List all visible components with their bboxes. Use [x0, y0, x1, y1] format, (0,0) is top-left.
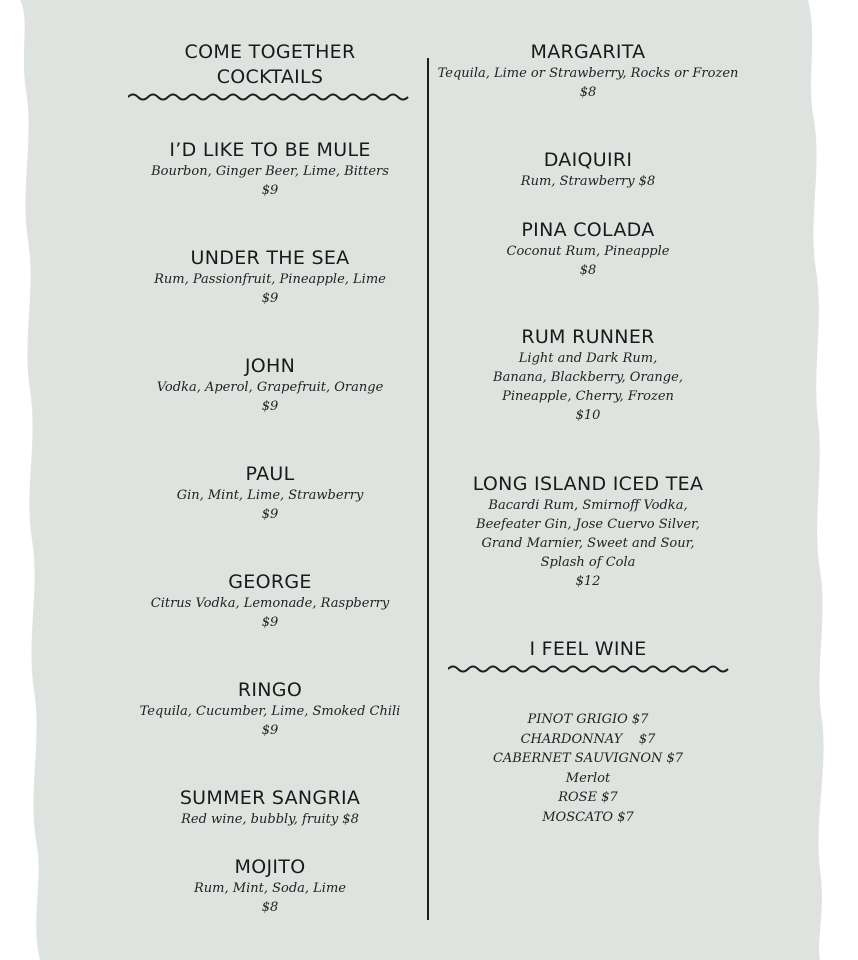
wine-heading: I FEEL WINE — [529, 638, 647, 660]
item-name: UNDER THE SEA — [190, 247, 350, 269]
menu-item — [110, 855, 430, 917]
item-description: Red wine, bubbly, fruity $8 — [181, 812, 359, 827]
wine-item: Merlot — [565, 770, 611, 786]
item-description: Pineapple, Cherry, Frozen — [502, 389, 674, 404]
menu-item — [110, 786, 430, 829]
item-price: $9 — [261, 507, 279, 522]
item-name: PAUL — [245, 463, 295, 485]
item-name: RINGO — [237, 679, 303, 701]
item-price: $10 — [575, 408, 601, 423]
item-price: $8 — [579, 263, 597, 278]
item-price: $9 — [261, 615, 279, 630]
menu-item — [430, 40, 746, 102]
menu-item — [110, 138, 430, 200]
item-description: Banana, Blackberry, Orange, — [493, 370, 683, 385]
item-description: Light and Dark Rum, — [518, 351, 658, 366]
item-description: Vodka, Aperol, Grapefruit, Orange — [156, 380, 384, 395]
wine-list — [430, 710, 746, 827]
item-name: SUMMER SANGRIA — [179, 787, 361, 809]
menu-item — [110, 354, 430, 416]
item-price: $8 — [579, 85, 597, 100]
heading-line-1: COME TOGETHER — [184, 41, 356, 63]
item-description: Tequila, Lime or Strawberry, Rocks or Frozen — [437, 66, 739, 81]
menu-item — [110, 246, 430, 308]
item-name: RUM RUNNER — [521, 326, 655, 348]
item-price: $8 — [261, 900, 279, 915]
item-description: Rum, Strawberry $8 — [520, 174, 656, 189]
item-name: LONG ISLAND ICED TEA — [472, 473, 704, 495]
item-description: Bourbon, Ginger Beer, Lime, Bitters — [151, 164, 389, 179]
item-description: Coconut Rum, Pineapple — [506, 244, 670, 259]
heading-wave-divider — [128, 90, 410, 104]
item-name: JOHN — [244, 355, 296, 377]
item-name: PINA COLADA — [521, 219, 655, 241]
wine-item: CABERNET SAUVIGNON $7 — [492, 751, 684, 766]
item-description: Splash of Cola — [540, 555, 636, 570]
item-description: Rum, Passionfruit, Pineapple, Lime — [154, 272, 386, 287]
menu-item — [430, 148, 746, 191]
cocktails-heading — [110, 40, 430, 90]
item-price: $9 — [261, 399, 279, 414]
wine-item: CHARDONNAY $7 — [520, 731, 656, 747]
item-description: Citrus Vodka, Lemonade, Raspberry — [150, 596, 390, 611]
item-name: GEORGE — [228, 571, 312, 593]
menu-item — [430, 325, 746, 425]
item-description: Tequila, Cucumber, Lime, Smoked Chili — [139, 704, 401, 719]
menu-item — [110, 462, 430, 524]
wave-line — [448, 667, 728, 672]
menu-item — [110, 570, 430, 632]
item-price: $12 — [575, 574, 601, 589]
wine-item: PINOT GRIGIO $7 — [527, 712, 649, 727]
item-name: I’D LIKE TO BE MULE — [169, 139, 371, 161]
item-description: Gin, Mint, Lime, Strawberry — [176, 488, 364, 503]
menu-item — [110, 678, 430, 740]
menu-item — [430, 472, 746, 591]
item-description: Bacardi Rum, Smirnoff Vodka, — [488, 498, 688, 513]
wine-wave-divider — [448, 662, 730, 676]
menu-item — [430, 218, 746, 280]
wave-line — [128, 95, 408, 100]
wine-item: ROSE $7 — [558, 790, 618, 805]
item-description: Beefeater Gin, Jose Cuervo Silver, — [476, 517, 700, 532]
item-price: $9 — [261, 291, 279, 306]
item-description: Grand Marnier, Sweet and Sour, — [481, 536, 695, 551]
item-name: MOJITO — [234, 856, 306, 878]
item-name: MARGARITA — [530, 41, 646, 63]
item-price: $9 — [261, 183, 279, 198]
item-price: $9 — [261, 723, 279, 738]
heading-line-2: COCKTAILS — [216, 66, 324, 88]
item-name: DAIQUIRI — [543, 149, 633, 171]
item-description: Rum, Mint, Soda, Lime — [194, 881, 346, 896]
wine-item: MOSCATO $7 — [542, 809, 634, 825]
